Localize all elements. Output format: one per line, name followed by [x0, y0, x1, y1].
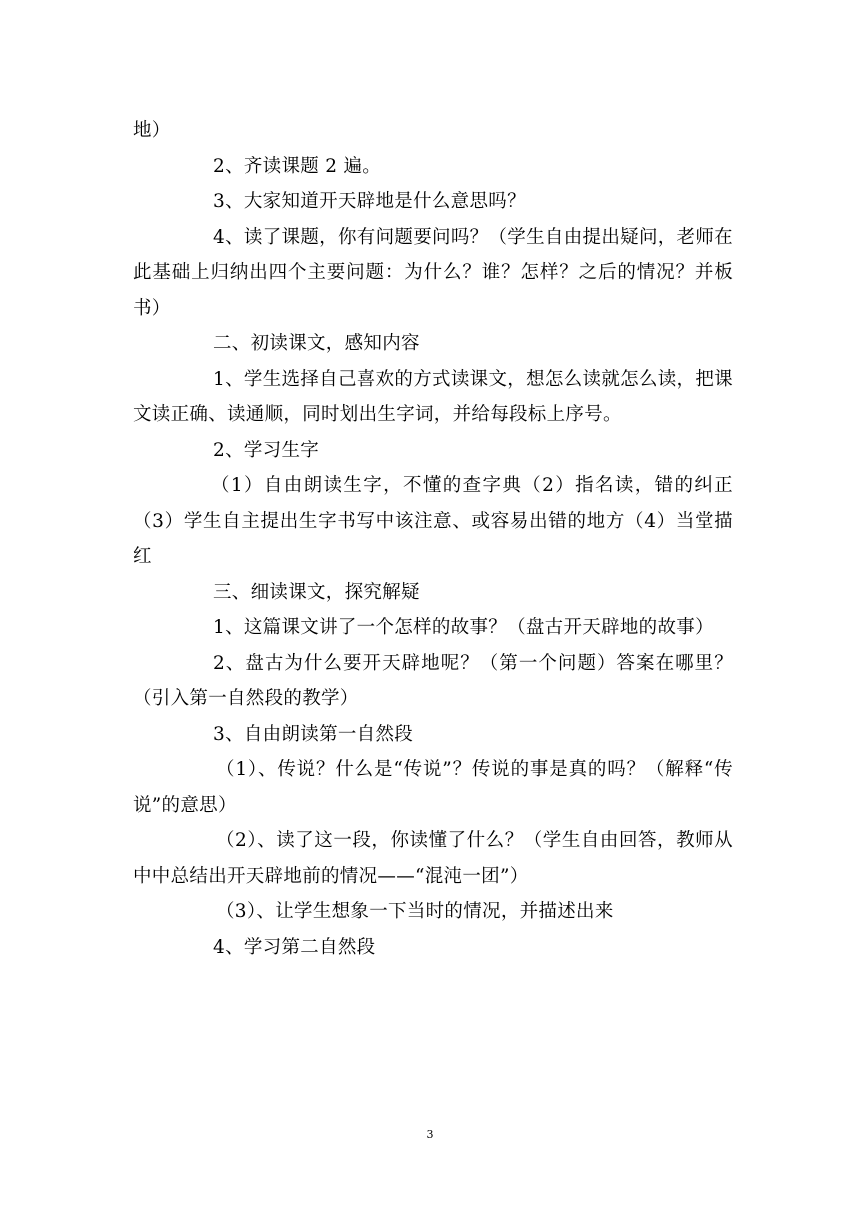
page-number: 3 [426, 1128, 434, 1141]
body-text [133, 113, 733, 965]
paragraph: 3、自由朗读第一自然段 [213, 723, 414, 745]
paragraph: 地） [133, 120, 171, 141]
paragraph: 3、大家知道开天辟地是什么意思吗？ [213, 191, 526, 212]
paragraph: （1）、传说？什么是“传说”？传说的事是真的吗？（解释“传说”的意思） [133, 759, 733, 816]
section-heading: 二、初读课文，感知内容 [213, 333, 420, 354]
paragraph: 4、读了课题，你有问题要问吗？（学生自由提出疑问，老师在此基础上归纳出四个主要问题：为什么？谁？怎样？之后的情况？并板书） [133, 226, 733, 319]
paragraph: 1、这篇课文讲了一个怎样的故事？（盘古开天辟地的故事） [213, 617, 714, 638]
paragraph: 4、学习第二自然段 [213, 936, 376, 958]
paragraph: 1、学生选择自己喜欢的方式读课文，想怎么读就怎么读，把课文读正确、读通顺，同时划出生字词，并给每段标上序号。 [133, 368, 733, 425]
paragraph: （2）、读了这一段，你读懂了什么？（学生自由回答，教师从中中总结出开天辟地前的情况——“混沌一团”） [133, 830, 733, 887]
paragraph: 2、齐读课题 2 遍。 [213, 155, 382, 177]
section-heading: 三、细读课文，探究解疑 [213, 581, 420, 603]
paragraph: （3）、让学生想象一下当时的情况，并描述出来 [216, 901, 614, 922]
paragraph: 2、盘古为什么要开天辟地呢？（第一个问题）答案在哪里？（引入第一自然段的教学） [133, 652, 733, 709]
paragraph: （1）自由朗读生字，不懂的查字典（2）指名读，错的纠正（3）学生自主提出生字书写中该注意、或容易出错的地方（4）当堂描红 [133, 475, 733, 567]
paragraph: 2、学习生字 [213, 439, 320, 461]
